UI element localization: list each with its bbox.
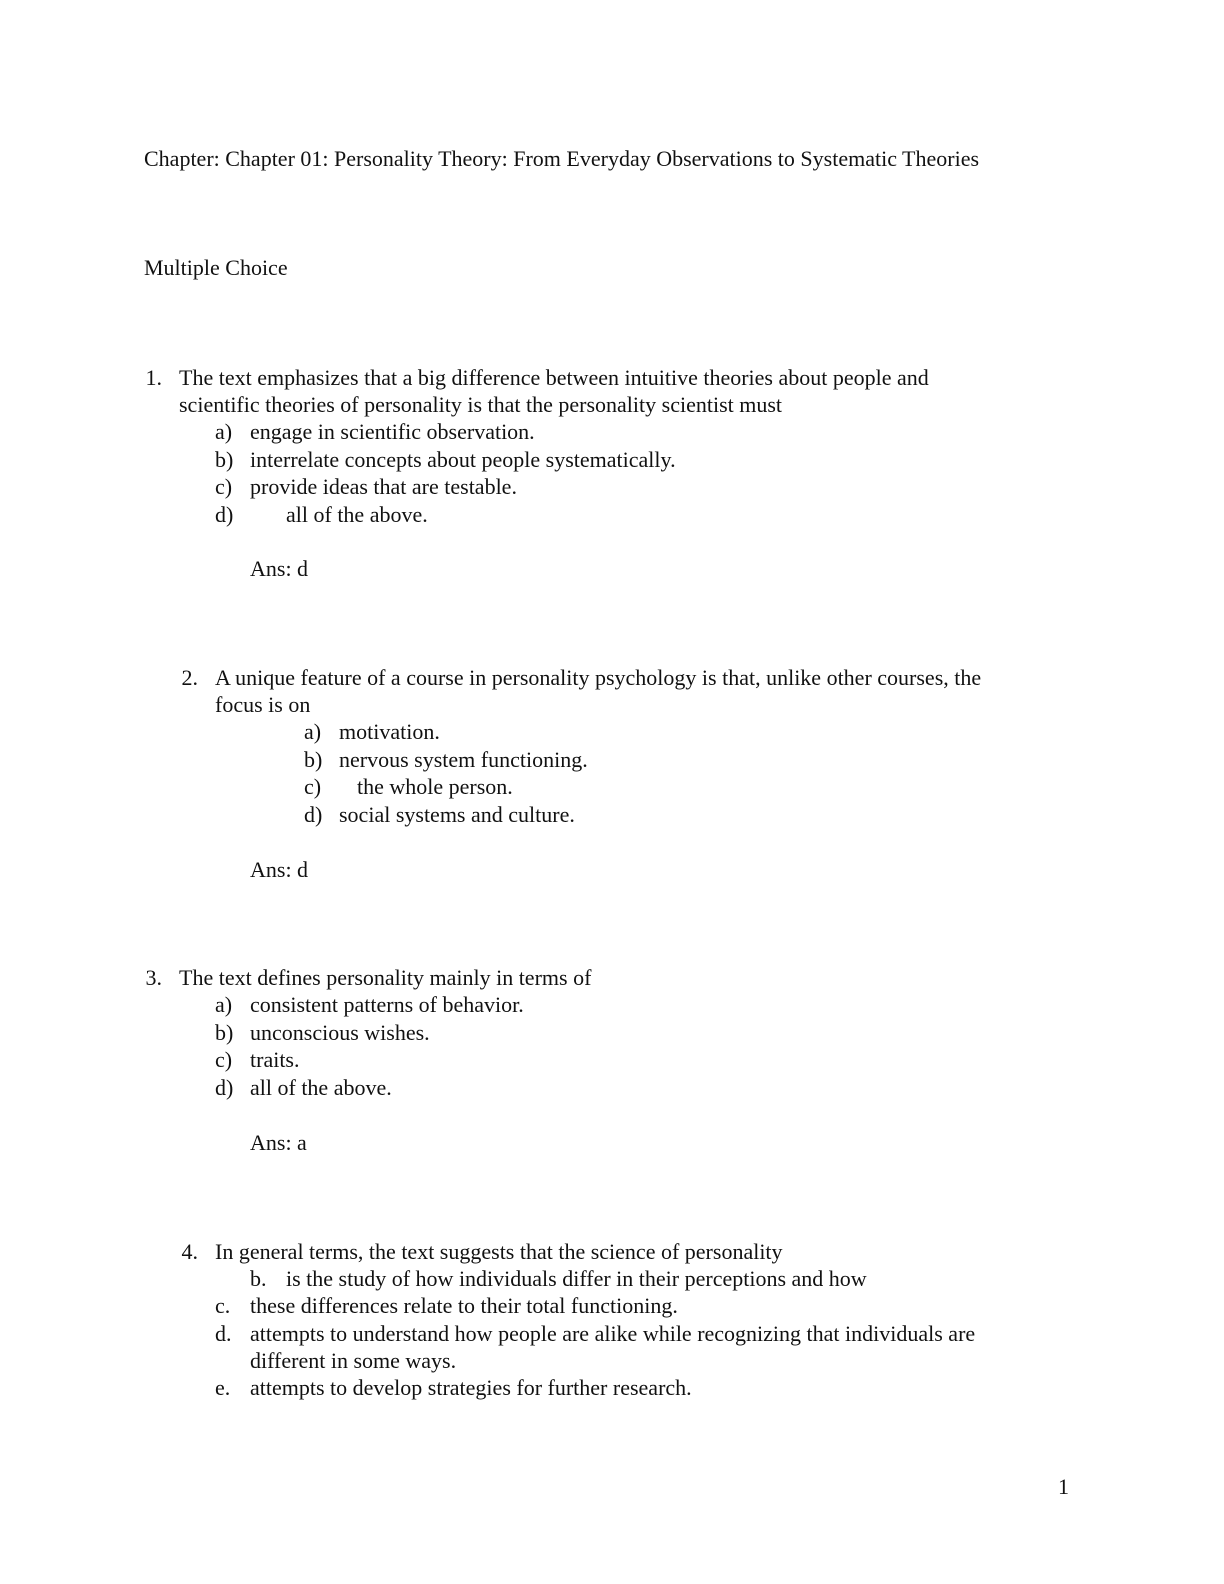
option-text: all of the above. (250, 1075, 392, 1100)
question-stem-line: The text defines personality mainly in terms of (179, 965, 592, 990)
option-text: social systems and culture. (339, 802, 575, 827)
option-label: b) (304, 747, 323, 772)
option-text: provide ideas that are testable. (250, 474, 517, 499)
option-text: all of the above. (286, 502, 428, 527)
option-text: interrelate concepts about people systematically. (250, 447, 676, 472)
answer: Ans: d (250, 556, 309, 581)
option-label: a) (304, 719, 322, 744)
question-stem-line: focus is on (215, 692, 311, 717)
question-number: 4. (181, 1239, 198, 1264)
option-label: b) (215, 447, 234, 472)
answer: Ans: a (250, 1130, 307, 1155)
option-label: d. (215, 1321, 232, 1346)
option-label: d) (215, 1075, 234, 1100)
option-text: attempts to understand how people are alike while recognizing that individuals are (250, 1321, 976, 1346)
question-number: 3. (145, 965, 162, 990)
option-text: motivation. (339, 719, 440, 744)
option-label: b. (250, 1266, 267, 1291)
option-label: d) (215, 502, 234, 527)
option-label: c. (215, 1293, 231, 1318)
option-text: nervous system functioning. (339, 747, 588, 772)
question-stem-line: The text emphasizes that a big difference between intuitive theories about people and (179, 365, 929, 390)
question-stem-line: In general terms, the text suggests that the science of personality (215, 1239, 783, 1264)
option-label: c) (215, 474, 233, 499)
option-label: d) (304, 802, 323, 827)
option-label: a) (215, 419, 233, 444)
question-stem-line: A unique feature of a course in personality psychology is that, unlike other courses, the (215, 665, 982, 690)
page-number: 1 (1058, 1474, 1069, 1499)
answer: Ans: d (250, 857, 309, 882)
option-text: traits. (250, 1047, 300, 1072)
option-label: c) (304, 774, 322, 799)
option-label: e. (215, 1375, 231, 1400)
option-label: c) (215, 1047, 233, 1072)
option-text-continued: different in some ways. (250, 1348, 457, 1373)
option-text: engage in scientific observation. (250, 419, 535, 444)
question-number: 1. (145, 365, 162, 390)
option-label: b) (215, 1020, 234, 1045)
option-text: unconscious wishes. (250, 1020, 430, 1045)
question-number: 2. (181, 665, 198, 690)
section-title: Multiple Choice (144, 255, 288, 280)
option-label: a) (215, 992, 233, 1017)
option-text: consistent patterns of behavior. (250, 992, 524, 1017)
option-text: is the study of how individuals differ in their perceptions and how (286, 1266, 867, 1291)
option-text: the whole person. (357, 774, 513, 799)
option-text: attempts to develop strategies for further research. (250, 1375, 692, 1400)
chapter-title: Chapter: Chapter 01: Personality Theory: From Everyday Observations to Systematic Theories (144, 146, 980, 171)
question-stem-line: scientific theories of personality is that the personality scientist must (179, 392, 783, 417)
option-text: these differences relate to their total functioning. (250, 1293, 678, 1318)
